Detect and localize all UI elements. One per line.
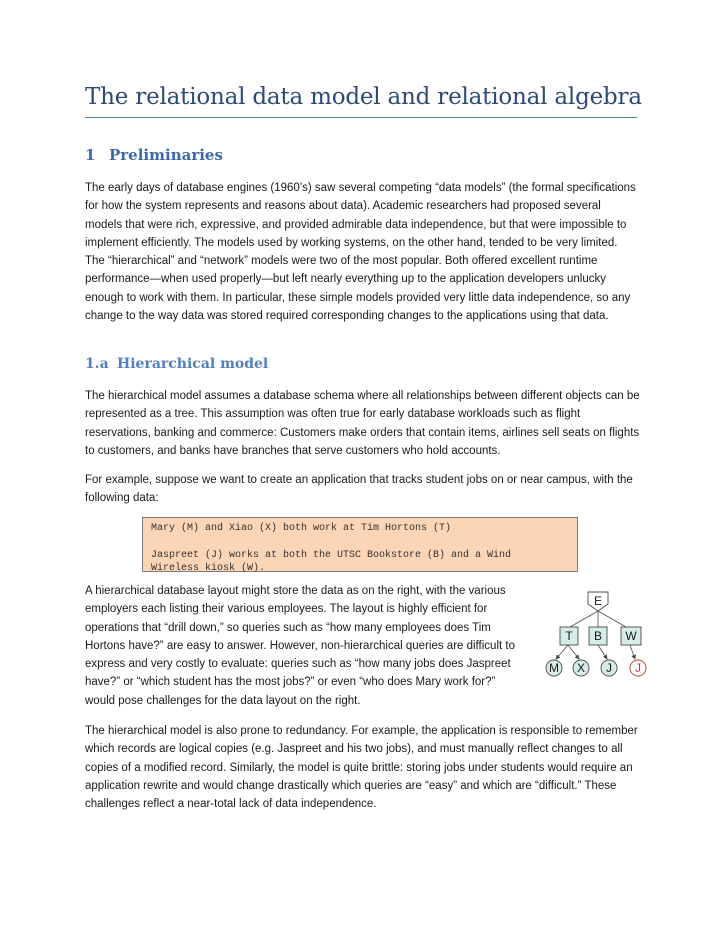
section-heading-preliminaries [85,146,223,164]
page-title: The relational data model and relational algebra [85,84,642,110]
hierarchical-paragraph-4: The hierarchical model is also prone to redundancy. For example, the application is responsible to remember which records are logical copies (e.g. Jaspreet and his two jobs), and must manually reflect changes to all copies of a modified record. Similarly, the model is quite brittle: storing jobs under students would require an application rewrite and would change drastically which queries are “easy” and which are “difficult.” These challenges reflect a near-total lack of data independence. [85,725,638,811]
preliminaries-paragraph: The early days of database engines (1960’s) saw several competing “data models” (the formal specifications for how the system represents and reasons about data). Academic researchers had proposed several models that were rich, expressive, and provided admirable data independence, but that were impossible to implement efficiently. The models used by working systems, on the other hand, tended to be very limited. The “hierarchical” and “network” models were two of the most popular. Both offered excellent runtime performance—when used properly—but left nearly everything up to the application developers unlucky enough to work with them. In particular, these simple models provided very little data independence, so any change to the way data was stored required corresponding changes to the applications using that data. [85,182,636,323]
hierarchical-paragraph-1: The hierarchical model assumes a database schema where all relationships between different objects can be represented as a tree. This assumption was often true for early database workloads such as flight reservations, banking and commerce: Customers make orders that contain items, airlines sell seats on flights to customers, and banks have branches that serve customers who hold accounts. [85,390,640,457]
tree-employee-copy-label: J [635,661,641,675]
tree-employer-label: B [593,629,603,643]
tree-edge [556,645,568,659]
hierarchical-paragraph-2: For example, suppose we want to create an application that tracks student jobs on or near campus, with the following data: [85,474,633,505]
code-line: Jaspreet (J) works at both the UTSC Bookstore (B) and a Wind [151,549,512,561]
tree-edge [630,645,635,659]
subsection-number: 1.a [85,356,109,372]
section-title: Preliminaries [109,146,223,164]
section-number: 1 [85,146,96,164]
tree-employer-label: W [625,629,637,643]
example-data-box [142,517,578,572]
tree-root-label: E [593,594,603,608]
code-line: Mary (M) and Xiao (X) both work at Tim Hortons (T) [151,523,452,534]
tree-employee-label: X [576,661,586,675]
section-heading-hierarchical-model [85,356,268,372]
code-line: Wireless kiosk (W). [151,563,266,574]
hierarchy-tree-diagram [540,588,660,684]
title-underline [85,117,637,118]
subsection-title: Hierarchical model [117,356,269,372]
tree-employer-label: T [565,629,573,643]
tree-edge [598,645,607,659]
tree-edge [598,611,626,627]
tree-edge [568,645,579,659]
tree-edge [570,611,598,627]
tree-employee-label: J [606,661,612,675]
tree-employee-label: M [549,661,559,675]
hierarchical-paragraph-3: A hierarchical database layout might store the data as on the right, with the various employers each listing their various employees. The layout is highly efficient for operations that “drill down,” so queries such as “how many employees does Tim Hortons have?” are easy to answer. However, non-hierarchical queries are difficult to express and very costly to evaluate: queries such as “how many jobs does Jaspreet have?” or “which student has the most jobs?” or even “who does Mary work for?” would pose challenges for the data layout on the right. [85,585,515,707]
